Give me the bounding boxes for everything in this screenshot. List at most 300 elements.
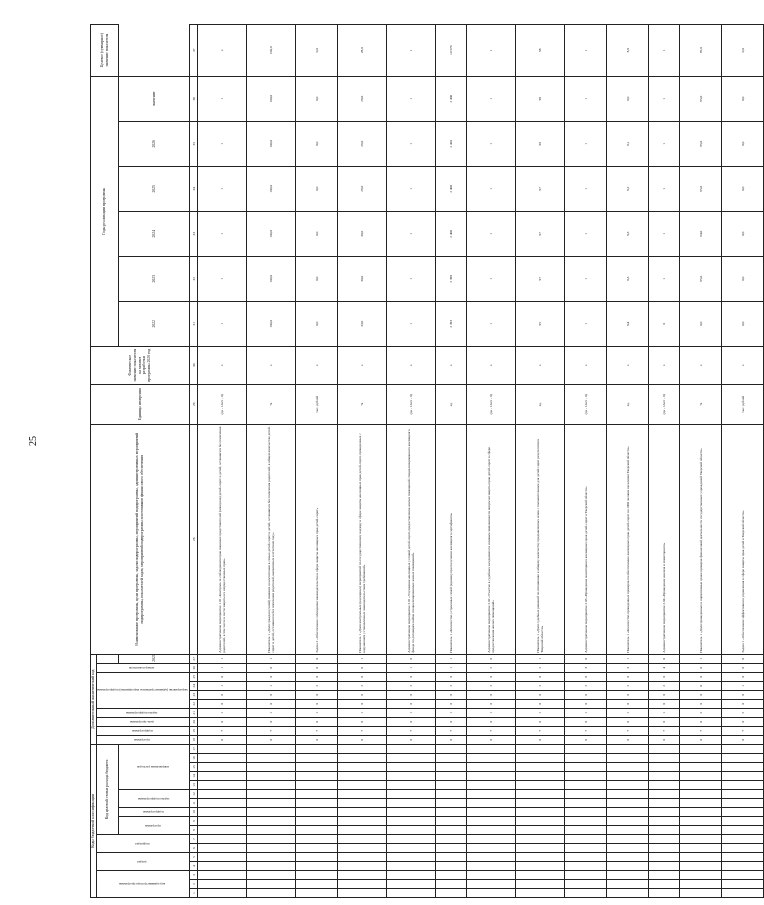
code-cell — [387, 889, 436, 898]
code-cell — [387, 853, 436, 862]
code-cell: 0 — [565, 699, 607, 708]
code-cell — [649, 763, 680, 772]
column-number: 15 — [190, 763, 198, 772]
code-cell: 0 — [247, 663, 296, 672]
code-cell — [467, 880, 516, 889]
code-cell — [680, 772, 722, 781]
code-cell: 7 — [467, 726, 516, 735]
code-cell — [338, 889, 387, 898]
code-cell — [436, 880, 467, 889]
code-cell — [467, 772, 516, 781]
code-cell — [516, 744, 565, 753]
code-cell — [467, 808, 516, 817]
code-cell — [198, 826, 247, 835]
code-cell — [565, 871, 607, 880]
code-cell: 7 — [565, 726, 607, 735]
header-vertical-label: подраздел — [134, 841, 150, 846]
code-cell — [296, 754, 338, 763]
code-cell — [680, 844, 722, 853]
table-row — [722, 24, 764, 897]
code-cell — [247, 772, 296, 781]
code-cell — [338, 817, 387, 826]
row-name: Административное мероприятие 2.03 «Проведение мониторинга жилищных прав детей-сирот в Тверской области» — [565, 424, 607, 654]
code-cell — [607, 790, 649, 799]
code-cell: 0 — [387, 699, 436, 708]
code-cell: 0 — [296, 672, 338, 681]
table-row — [247, 24, 296, 897]
code-cell: 0 — [467, 672, 516, 681]
code-cell — [649, 744, 680, 753]
row-year-value: 1 — [565, 166, 607, 211]
row-year-value: 8,0 — [607, 76, 649, 121]
code-cell: 7 — [680, 726, 722, 735]
table-row — [516, 24, 565, 897]
row-year-value: 0,0 — [722, 121, 764, 166]
row-goal-value: 1 — [467, 24, 516, 76]
header-year: 2026 — [119, 121, 190, 166]
code-cell: 0 — [467, 735, 516, 744]
row-year-value: 8,4 — [607, 301, 649, 346]
code-cell — [338, 772, 387, 781]
code-cell — [338, 844, 387, 853]
code-cell — [467, 763, 516, 772]
code-cell: 0 — [467, 654, 516, 663]
code-cell — [722, 826, 764, 835]
row-year-value: 29,0 — [338, 121, 387, 166]
code-cell — [565, 835, 607, 844]
column-number: 2 — [190, 880, 198, 889]
code-cell — [722, 853, 764, 862]
column-number: 1 — [190, 889, 198, 898]
column-number: 26 — [190, 663, 198, 672]
row-year-value: 97 — [516, 211, 565, 256]
header-year: 2024 — [119, 211, 190, 256]
code-cell — [436, 835, 467, 844]
row-goal-value: 98 — [516, 24, 565, 76]
code-cell — [296, 808, 338, 817]
code-cell — [649, 808, 680, 817]
code-cell — [516, 871, 565, 880]
code-cell: 1 — [247, 708, 296, 717]
row-unit: тыс. рублей — [296, 384, 338, 424]
column-number: 7 — [190, 835, 198, 844]
code-cell — [296, 835, 338, 844]
code-cell: 2 — [722, 708, 764, 717]
code-cell: 0 — [680, 735, 722, 744]
code-cell: 1 — [680, 654, 722, 663]
code-cell — [467, 862, 516, 871]
code-cell: 1 — [387, 708, 436, 717]
row-goal-value: 8,0 — [607, 24, 649, 76]
row-year-value: 30,0 — [338, 256, 387, 301]
column-number: 36 — [190, 76, 198, 121]
code-cell: 2 — [296, 681, 338, 690]
code-cell: 0 — [565, 672, 607, 681]
header-vertical-label: задача подпрограммы — [126, 710, 158, 715]
code-cell — [198, 835, 247, 844]
code-cell — [722, 880, 764, 889]
code-cell: 0 — [436, 690, 467, 699]
row-year-value: 98 — [516, 121, 565, 166]
code-cell: 0 — [198, 690, 247, 699]
row-year-value: 2 393 — [436, 301, 467, 346]
row-fact: х — [467, 346, 516, 384]
column-number: 12 — [190, 790, 198, 799]
code-cell: 0 — [467, 690, 516, 699]
code-cell: 1 — [436, 663, 467, 672]
code-cell: 2 — [516, 663, 565, 672]
row-unit: (да - 1/нет - 0) — [467, 384, 516, 424]
code-cell — [467, 744, 516, 753]
code-cell — [722, 763, 764, 772]
row-fact: х — [198, 346, 247, 384]
column-number: 8 — [190, 826, 198, 835]
header-vertical-label: программа — [134, 737, 150, 742]
code-cell — [680, 871, 722, 880]
code-cell: 0 — [607, 717, 649, 726]
row-year-value: 0,0 — [296, 211, 338, 256]
code-cell — [436, 862, 467, 871]
table-row — [198, 24, 247, 897]
row-unit: % — [338, 384, 387, 424]
code-cell: 0 — [722, 663, 764, 672]
code-cell — [680, 826, 722, 835]
row-year-value: 0,0 — [296, 256, 338, 301]
row-year-value: 0,0 — [296, 121, 338, 166]
row-year-value: 1 — [387, 121, 436, 166]
code-cell — [198, 808, 247, 817]
column-number: 37 — [190, 24, 198, 76]
code-cell — [247, 790, 296, 799]
table-row — [467, 24, 516, 897]
code-cell — [607, 754, 649, 763]
code-cell — [649, 799, 680, 808]
code-cell — [198, 763, 247, 772]
row-name: Показатель 1 «Доля граждан (семей) взявших на воспитание в семью детей-сирот и детей, оставшихся без попечения родителей, в общем количестве детей-сирот и детей, оставшихся без попечения родителей, выявленных в отчетном году» — [247, 424, 296, 654]
code-cell: 0 — [338, 690, 387, 699]
column-number: 6 — [190, 844, 198, 853]
row-name: Административное мероприятие 2.04 «Проведение анализа и мониторинга» — [649, 424, 680, 654]
code-cell: 0 — [198, 672, 247, 681]
code-cell: 3 — [565, 663, 607, 672]
code-cell — [387, 799, 436, 808]
column-number: 30 — [190, 346, 198, 384]
code-cell — [436, 763, 467, 772]
code-cell: 0 — [649, 717, 680, 726]
code-cell — [387, 862, 436, 871]
row-year-value: 0,0 — [296, 301, 338, 346]
code-cell — [516, 844, 565, 853]
code-cell — [387, 772, 436, 781]
row-year-value: 2 420 — [436, 121, 467, 166]
code-cell — [296, 844, 338, 853]
column-number: 19 — [190, 726, 198, 735]
header-vertical-label: цель программы — [130, 719, 154, 724]
row-year-value: 0,0 — [722, 211, 764, 256]
row-year-value: 1 — [565, 76, 607, 121]
code-cell — [387, 744, 436, 753]
row-unit: (да - 1/нет - 0) — [649, 384, 680, 424]
column-number: 34 — [190, 166, 198, 211]
header-vertical-label: программа — [145, 823, 162, 828]
code-cell — [649, 781, 680, 790]
code-cell: 1 — [516, 708, 565, 717]
code-cell: 0 — [387, 717, 436, 726]
code-cell: 2 — [338, 681, 387, 690]
code-cell — [607, 871, 649, 880]
code-cell — [436, 853, 467, 862]
row-year-value: 1 — [387, 256, 436, 301]
code-cell — [338, 781, 387, 790]
code-cell — [247, 744, 296, 753]
code-cell: 0 — [296, 699, 338, 708]
code-cell: 0 — [387, 672, 436, 681]
code-cell — [565, 808, 607, 817]
table-row — [607, 24, 649, 897]
row-year-value: 94,0 — [680, 211, 722, 256]
row-year-value: 1 — [198, 76, 247, 121]
code-cell — [607, 835, 649, 844]
row-year-value: 1 — [565, 301, 607, 346]
code-cell — [722, 844, 764, 853]
column-number: 29 — [190, 384, 198, 424]
code-cell — [565, 826, 607, 835]
code-cell: 2 — [680, 708, 722, 717]
code-cell — [296, 826, 338, 835]
row-goal-value: 100,0 — [247, 24, 296, 76]
row-fact: х — [649, 346, 680, 384]
header-years-group: Годы реализации программы — [91, 76, 119, 346]
row-name: Административное мероприятие 2.02 «Участие в судебных заседаниях по исковым заявлениям по вопросам защиты прав детей-сирот в сфере предоставления жилых помещений» — [467, 424, 516, 654]
code-cell — [607, 817, 649, 826]
code-cell — [338, 799, 387, 808]
code-cell — [607, 889, 649, 898]
code-cell: 0 — [338, 663, 387, 672]
row-unit: ед. — [436, 384, 467, 424]
code-cell: 0 — [607, 672, 649, 681]
column-number: 24 — [190, 681, 198, 690]
code-cell: 0 — [680, 672, 722, 681]
code-cell: 0 — [607, 699, 649, 708]
code-cell — [565, 817, 607, 826]
code-cell: 4 — [649, 663, 680, 672]
code-cell — [649, 835, 680, 844]
code-cell: 1 — [247, 681, 296, 690]
code-cell — [565, 772, 607, 781]
code-cell — [722, 790, 764, 799]
row-name: Показатель 1 «Количество устроенных семей (единиц) при получении жилищного сертификата» — [436, 424, 467, 654]
row-name: Административное мероприятие 2.01 «Улучшение жилищных условий детей-сирот, предоставление жилых помещений специализированного жилищного фонда по договорам найма специализированных жилых помещений» — [387, 424, 436, 654]
code-cell — [680, 808, 722, 817]
row-fact: х — [247, 346, 296, 384]
row-goal-value: 0,0 — [722, 24, 764, 76]
code-cell — [516, 790, 565, 799]
code-cell — [607, 826, 649, 835]
code-cell — [436, 799, 467, 808]
table-row — [338, 24, 387, 897]
code-cell — [680, 889, 722, 898]
code-cell: 2 — [467, 681, 516, 690]
row-fact: х — [516, 346, 565, 384]
code-cell — [247, 808, 296, 817]
code-cell — [436, 744, 467, 753]
code-cell: 0 — [680, 690, 722, 699]
table-row — [296, 24, 338, 897]
code-cell — [247, 799, 296, 808]
code-cell — [467, 871, 516, 880]
code-cell — [247, 826, 296, 835]
header-vertical-target — [119, 790, 190, 808]
code-cell — [338, 790, 387, 799]
code-cell: 0 — [296, 663, 338, 672]
code-cell — [296, 853, 338, 862]
header-year: 2023 — [119, 256, 190, 301]
code-cell: 1 — [247, 654, 296, 663]
code-cell — [516, 853, 565, 862]
row-year-value: 1 — [649, 76, 680, 121]
code-cell: 7 — [436, 726, 467, 735]
program-table — [90, 24, 764, 898]
page-number: 25 — [28, 436, 39, 446]
code-cell — [565, 790, 607, 799]
row-year-value: 1 — [649, 121, 680, 166]
header-year: 2021 — [119, 654, 190, 663]
code-cell — [722, 835, 764, 844]
column-number: 14 — [190, 772, 198, 781]
code-cell — [436, 889, 467, 898]
code-cell — [296, 862, 338, 871]
header-vertical-label: мероприятие (административное мероприятие) подпрограммы — [96, 688, 188, 693]
code-cell — [516, 799, 565, 808]
code-cell — [467, 799, 516, 808]
row-year-value: 1 — [387, 166, 436, 211]
code-cell: 0 — [247, 690, 296, 699]
header-code-target: Код целевой статьи расхода бюджета — [96, 744, 118, 834]
code-cell: 1 — [565, 708, 607, 717]
row-year-value: 33,0 — [338, 301, 387, 346]
code-cell — [436, 808, 467, 817]
code-cell — [649, 871, 680, 880]
column-number: 22 — [190, 699, 198, 708]
row-year-value: 1 — [467, 301, 516, 346]
code-cell: 1 — [607, 654, 649, 663]
code-cell — [565, 844, 607, 853]
code-cell — [607, 844, 649, 853]
code-cell: 1 — [198, 681, 247, 690]
code-cell — [467, 790, 516, 799]
column-number: 23 — [190, 690, 198, 699]
code-cell: 0 — [296, 717, 338, 726]
row-year-value: 1 — [387, 211, 436, 256]
code-cell: 3 — [607, 663, 649, 672]
code-cell: 0 — [296, 654, 338, 663]
code-cell — [607, 744, 649, 753]
row-year-value: 1 — [198, 211, 247, 256]
code-cell — [467, 835, 516, 844]
code-cell: 2 — [649, 681, 680, 690]
row-year-value: 0,0 — [680, 301, 722, 346]
code-cell: 0 — [247, 672, 296, 681]
code-cell: 7 — [198, 726, 247, 735]
row-year-value: 98 — [516, 76, 565, 121]
code-cell: 0 — [338, 672, 387, 681]
code-cell: 0 — [722, 654, 764, 663]
code-cell: 7 — [516, 726, 565, 735]
row-goal-value: 0,0 — [296, 24, 338, 76]
row-year-value: 100,0 — [247, 256, 296, 301]
row-year-value: 1 — [467, 76, 516, 121]
row-year-value: 8,3 — [607, 256, 649, 301]
code-cell: 0 — [722, 672, 764, 681]
code-cell — [467, 853, 516, 862]
header-vertical-label: направление расходов — [137, 765, 170, 770]
header-vertical-label: задача подпрограммы — [137, 796, 170, 801]
code-cell — [565, 853, 607, 862]
code-cell — [198, 871, 247, 880]
code-cell — [247, 817, 296, 826]
code-cell — [607, 880, 649, 889]
header-year: 2022 — [119, 301, 190, 346]
table-row — [565, 24, 607, 897]
code-cell — [722, 781, 764, 790]
code-cell: 0 — [722, 717, 764, 726]
code-cell — [722, 799, 764, 808]
code-cell — [680, 853, 722, 862]
code-cell: 0 — [198, 717, 247, 726]
row-year-value: 1 — [467, 121, 516, 166]
code-cell: 0 — [198, 735, 247, 744]
row-goal-value: 95,0 — [680, 24, 722, 76]
header-vertical-analytic — [96, 672, 189, 708]
row-year-value: 2 400 — [436, 211, 467, 256]
code-cell — [296, 871, 338, 880]
code-cell — [296, 744, 338, 753]
code-cell: 0 — [516, 735, 565, 744]
code-cell: 0 — [387, 654, 436, 663]
code-cell — [680, 754, 722, 763]
column-number: 9 — [190, 817, 198, 826]
code-cell: 0 — [338, 735, 387, 744]
code-cell — [198, 862, 247, 871]
header-vertical-label: подпрограмма — [142, 810, 164, 815]
header-vertical-label: подпрограмма — [131, 728, 153, 733]
header-vertical-target — [119, 744, 190, 789]
code-cell — [607, 862, 649, 871]
row-goal-value: 1 — [387, 24, 436, 76]
code-cell — [467, 781, 516, 790]
row-year-value: 29,0 — [338, 166, 387, 211]
code-cell: 0 — [516, 717, 565, 726]
code-cell — [722, 817, 764, 826]
code-cell — [649, 889, 680, 898]
code-cell: 7 — [387, 726, 436, 735]
code-cell — [680, 880, 722, 889]
code-cell — [387, 826, 436, 835]
code-cell: 0 — [607, 735, 649, 744]
row-year-value: 1 — [198, 121, 247, 166]
code-cell — [607, 853, 649, 862]
code-cell — [198, 817, 247, 826]
row-year-value: 100,0 — [247, 301, 296, 346]
row-year-value: 0 — [649, 301, 680, 346]
row-goal-value: 28,0 — [338, 24, 387, 76]
code-cell — [565, 799, 607, 808]
header-vertical-analytic — [96, 717, 189, 726]
code-cell — [338, 763, 387, 772]
code-cell — [387, 781, 436, 790]
row-name: Показатель 1 «Доля контрольных (надзорных) мероприятий по государственному надзору в сфере защиты жилищных прав детей-сирот, проведенных с нарушением установленных законодательством требований» — [338, 424, 387, 654]
code-cell: 0 — [680, 681, 722, 690]
